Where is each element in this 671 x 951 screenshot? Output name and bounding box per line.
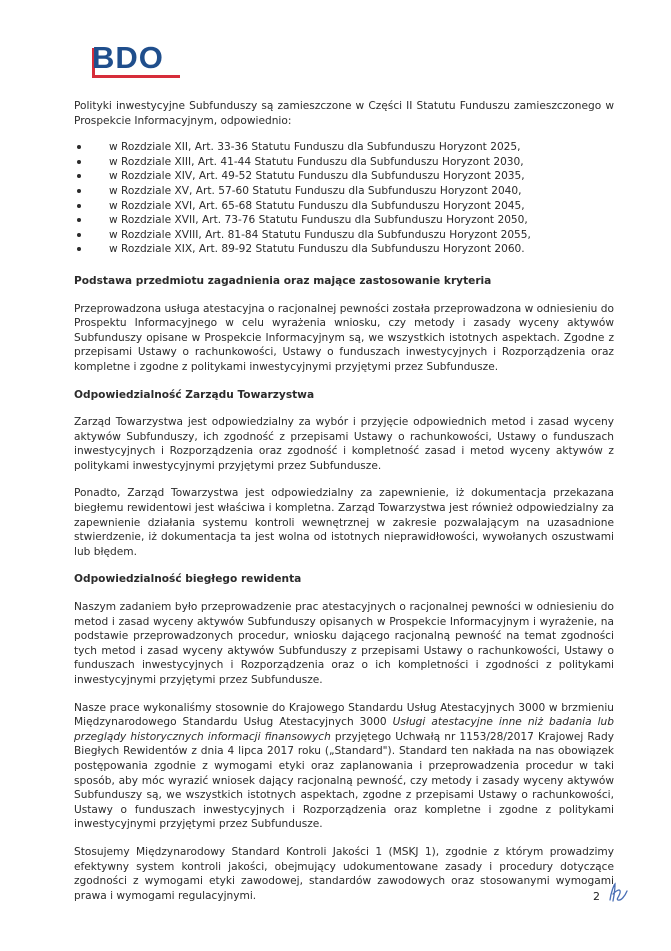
bullet-icon — [77, 160, 81, 164]
section-heading-management-responsibility: Odpowiedzialność Zarządu Towarzystwa — [74, 388, 315, 401]
auditor-paragraph-2-start: Nasze prace wykonaliśmy stosownie do Krajowego Standardu Usług Atestacyjnych 3000 w brzmieniu Międzynarodowego Standardu Usług Atestacyjnych 3000 — [74, 701, 614, 729]
list-item-text: w Rozdziale XVIII, Art. 81-84 Statutu Funduszu dla Subfunduszu Horyzont 2055, — [109, 228, 531, 241]
auditor-paragraph-2-end: przyjętego Uchwałą nr 1153/28/2017 Krajowej Rady Biegłych Rewidentów z dnia 4 lipca 2017 roku („Standard"). Standard ten nakłada na nas obowiązek postępowania zgodnie z wymogami etyki oraz zaplanowania i przeprowadzenia procedur w taki sposób, aby móc wyrazić wniosek dający racjonalną pewność, czy metody i zasady wyceny aktywów Subfunduszy są, we wszystkich istotnych aspektach, zgodne z przepisami Ustawy o rachunkowości, Ustawy o funduszach inwestycyjnych i Rozporządzenia oraz kompletne i zgodne z politykami inwestycyjnymi przyjętymi przez Subfundusze. — [74, 730, 614, 831]
bullet-icon — [77, 218, 81, 222]
bullet-list — [74, 140, 614, 257]
signature-initials — [605, 882, 631, 904]
bullet-icon — [77, 204, 81, 208]
basis-paragraph: Przeprowadzona usługa atestacyjna o racjonalnej pewności została przeprowadzona w odniesieniu do Prospektu Informacyjnego w celu wyrażenia wniosku, czy metody i zasady wyceny aktywów Subfunduszy opisane w Prospekcie Informacyjnym są, we wszystkich istotnych aspektach. Zgodne z przepisami Ustawy o rachunkowości, Ustawy o funduszach inwestycyjnych i Rozporządzenia oraz kompletne i zgodne z politykami inwestycyjnymi przyjętymi przez Subfundusze. — [74, 302, 614, 373]
list-item — [74, 155, 614, 170]
document-body — [74, 99, 614, 903]
list-item-text: w Rozdziale XVII, Art. 73-76 Statutu Funduszu dla Subfunduszu Horyzont 2050, — [109, 214, 528, 227]
management-paragraph-2: Ponadto, Zarząd Towarzystwa jest odpowiedzialny za zapewnienie, iż dokumentacja przekazana biegłemu rewidentowi jest właściwa i kompletna. Zarząd Towarzystwa jest również odpowiedzialny za zapewnienie działania systemu kontroli wewnętrznej w zakresie pozwalającym na uzasadnione stwierdzenie, iż dokumentacja ta jest wolna od istotnych nieprawidłowości, wywołanych oszustwami lub błędem. — [74, 487, 614, 558]
bdo-logo — [92, 40, 180, 80]
bullet-icon — [77, 233, 81, 237]
list-item-text: w Rozdziale XIV, Art. 49-52 Statutu Funduszu dla Subfunduszu Horyzont 2035, — [109, 170, 525, 183]
bullet-icon — [77, 189, 81, 193]
list-item-text: w Rozdziale XV, Art. 57-60 Statutu Funduszu dla Subfunduszu Horyzont 2040, — [109, 184, 522, 197]
list-item — [74, 199, 614, 214]
bullet-icon — [77, 247, 81, 251]
list-item-text: w Rozdziale XVI, Art. 65-68 Statutu Funduszu dla Subfunduszu Horyzont 2045, — [109, 199, 525, 212]
list-item — [74, 228, 614, 243]
list-item — [74, 213, 614, 228]
bullet-icon — [77, 174, 81, 178]
standard-title-italic: Usługi atestacyjne inne niż badania lub przeglądy historycznych informacji finansowych — [74, 716, 614, 743]
auditor-paragraph-2 — [74, 701, 614, 832]
list-item — [74, 169, 614, 184]
list-item-text: w Rozdziale XIX, Art. 89-92 Statutu Funduszu dla Subfunduszu Horyzont 2060. — [109, 243, 525, 256]
intro-paragraph: Polityki inwestycyjne Subfunduszy są zamieszczone w Części II Statutu Funduszu zamieszczonego w Prospekcie Informacyjnym, odpowiednio: — [74, 100, 614, 127]
list-item-text: w Rozdziale XII, Art. 33-36 Statutu Funduszu dla Subfunduszu Horyzont 2025, — [109, 141, 521, 154]
list-item — [74, 242, 614, 257]
section-heading-basis: Podstawa przedmiotu zagadnienia oraz mające zastosowanie kryteria — [74, 274, 492, 287]
list-item — [74, 140, 614, 155]
auditor-paragraph-1: Naszym zadaniem było przeprowadzenie prac atestacyjnych o racjonalnej pewności w odniesieniu do metod i zasad wyceny aktywów Subfunduszy opisanych w Prospekcie Informacyjnym i wyrażenie, na podstawie przeprowadzonych procedur, wniosku dającego racjonalną pewność na temat zgodności tych metod i zasad wyceny aktywów Subfunduszy z przepisami Ustawy o rachunkowości, Ustawy o funduszach inwestycyjnych i Rozporządzenia oraz o ich kompletności i zgodności z politykami inwestycyjnymi przyjętymi przez Subfundusze. — [74, 601, 614, 686]
logo-text: BDO — [92, 40, 164, 75]
auditor-paragraph-3: Stosujemy Międzynarodowy Standard Kontroli Jakości 1 (MSKJ 1), zgodnie z którym prowadzimy efektywny system kontroli jakości, obejmujący udokumentowane zasady i procedury dotyczące zgodności z wymogami etyki zawodowej, standardów zawodowych oraz stosowanymi wymogami prawa i wymogami regulacyjnymi. — [74, 845, 614, 902]
bullet-icon — [77, 145, 81, 149]
management-paragraph-1: Zarząd Towarzystwa jest odpowiedzialny za wybór i przyjęcie odpowiednich metod i zasad wyceny aktywów Subfunduszy, ich zgodność z przepisami Ustawy o rachunkowości, Ustawy o funduszach inwestycyjnych i Rozporządzenia oraz zgodność i kompletność zasad i metod wyceny aktywów z politykami inwestycyjnymi przyjętymi przez Subfundusze. — [74, 416, 614, 472]
page-number: 2 — [593, 890, 600, 903]
section-heading-auditor-responsibility: Odpowiedzialność biegłego rewidenta — [74, 573, 302, 586]
list-item — [74, 184, 614, 199]
list-item-text: w Rozdziale XIII, Art. 41-44 Statutu Funduszu dla Subfunduszu Horyzont 2030, — [109, 155, 524, 168]
